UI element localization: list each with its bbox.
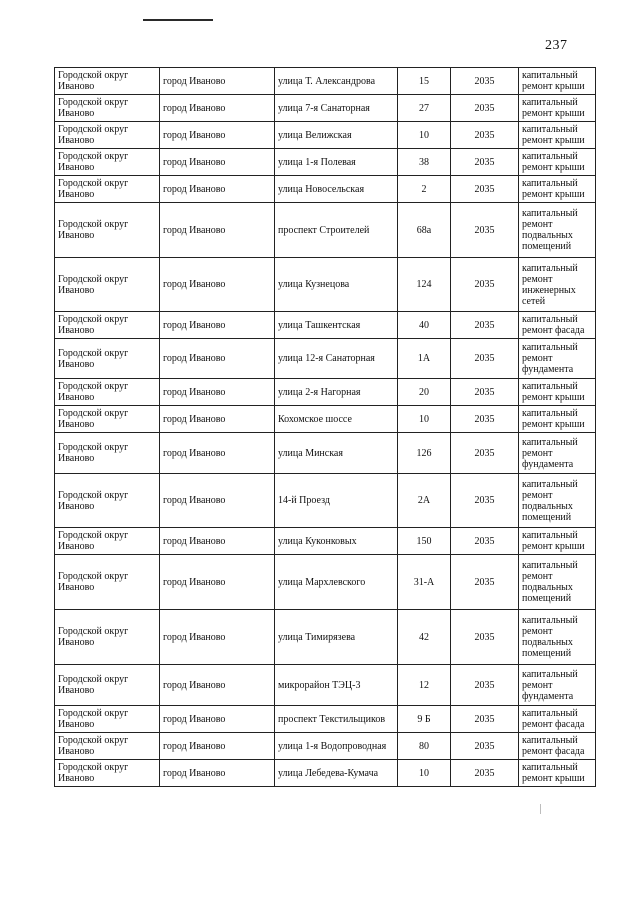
year-cell: 2035 bbox=[451, 528, 519, 555]
house-number-cell: 126 bbox=[398, 433, 451, 474]
table-row bbox=[55, 555, 596, 610]
table-row bbox=[55, 474, 596, 528]
year-cell: 2035 bbox=[451, 312, 519, 339]
table-row bbox=[55, 433, 596, 474]
works-type-cell: капитальный ремонт фундамента bbox=[519, 433, 596, 474]
street-cell: Кохомское шоссе bbox=[275, 406, 398, 433]
works-type-cell: капитальный ремонт подвальных помещений bbox=[519, 474, 596, 528]
district-cell: Городской округ Иваново bbox=[55, 528, 160, 555]
year-cell: 2035 bbox=[451, 665, 519, 706]
district-cell: Городской округ Иваново bbox=[55, 258, 160, 312]
house-number-cell: 38 bbox=[398, 149, 451, 176]
house-number-cell: 68а bbox=[398, 203, 451, 258]
street-cell: улица Т. Александрова bbox=[275, 68, 398, 95]
district-cell: Городской округ Иваново bbox=[55, 149, 160, 176]
street-cell: проспект Текстильщиков bbox=[275, 706, 398, 733]
city-cell: город Иваново bbox=[160, 258, 275, 312]
works-type-cell: капитальный ремонт подвальных помещений bbox=[519, 203, 596, 258]
street-cell: улица Минская bbox=[275, 433, 398, 474]
street-cell: улица Ташкентская bbox=[275, 312, 398, 339]
street-cell: улица 1-я Полевая bbox=[275, 149, 398, 176]
works-type-cell: капитальный ремонт крыши bbox=[519, 406, 596, 433]
table-row bbox=[55, 122, 596, 149]
table-row bbox=[55, 733, 596, 760]
house-number-cell: 80 bbox=[398, 733, 451, 760]
district-cell: Городской округ Иваново bbox=[55, 665, 160, 706]
header-rule bbox=[143, 19, 213, 21]
year-cell: 2035 bbox=[451, 122, 519, 149]
house-number-cell: 1А bbox=[398, 339, 451, 379]
city-cell: город Иваново bbox=[160, 733, 275, 760]
city-cell: город Иваново bbox=[160, 339, 275, 379]
scan-artifact bbox=[540, 804, 541, 814]
street-cell: улица 7-я Санаторная bbox=[275, 95, 398, 122]
district-cell: Городской округ Иваново bbox=[55, 760, 160, 787]
year-cell: 2035 bbox=[451, 610, 519, 665]
city-cell: город Иваново bbox=[160, 610, 275, 665]
street-cell: улица Кузнецова bbox=[275, 258, 398, 312]
city-cell: город Иваново bbox=[160, 149, 275, 176]
table-row bbox=[55, 68, 596, 95]
works-type-cell: капитальный ремонт подвальных помещений bbox=[519, 555, 596, 610]
city-cell: город Иваново bbox=[160, 122, 275, 149]
table-row bbox=[55, 528, 596, 555]
table-row bbox=[55, 760, 596, 787]
year-cell: 2035 bbox=[451, 258, 519, 312]
year-cell: 2035 bbox=[451, 68, 519, 95]
table-row bbox=[55, 258, 596, 312]
city-cell: город Иваново bbox=[160, 528, 275, 555]
works-type-cell: капитальный ремонт фасада bbox=[519, 706, 596, 733]
house-number-cell: 40 bbox=[398, 312, 451, 339]
table-row bbox=[55, 610, 596, 665]
street-cell: микрорайон ТЭЦ-3 bbox=[275, 665, 398, 706]
district-cell: Городской округ Иваново bbox=[55, 555, 160, 610]
city-cell: город Иваново bbox=[160, 760, 275, 787]
works-type-cell: капитальный ремонт инженерных сетей bbox=[519, 258, 596, 312]
house-number-cell: 27 bbox=[398, 95, 451, 122]
works-type-cell: капитальный ремонт фасада bbox=[519, 312, 596, 339]
table-row bbox=[55, 312, 596, 339]
city-cell: город Иваново bbox=[160, 379, 275, 406]
district-cell: Городской округ Иваново bbox=[55, 339, 160, 379]
city-cell: город Иваново bbox=[160, 312, 275, 339]
works-type-cell: капитальный ремонт крыши bbox=[519, 95, 596, 122]
house-number-cell: 10 bbox=[398, 122, 451, 149]
year-cell: 2035 bbox=[451, 149, 519, 176]
year-cell: 2035 bbox=[451, 339, 519, 379]
district-cell: Городской округ Иваново bbox=[55, 176, 160, 203]
works-type-cell: капитальный ремонт крыши bbox=[519, 379, 596, 406]
city-cell: город Иваново bbox=[160, 555, 275, 610]
house-number-cell: 124 bbox=[398, 258, 451, 312]
table-row bbox=[55, 339, 596, 379]
city-cell: город Иваново bbox=[160, 203, 275, 258]
year-cell: 2035 bbox=[451, 474, 519, 528]
district-cell: Городской округ Иваново bbox=[55, 312, 160, 339]
street-cell: улица 2-я Нагорная bbox=[275, 379, 398, 406]
year-cell: 2035 bbox=[451, 406, 519, 433]
house-number-cell: 10 bbox=[398, 406, 451, 433]
district-cell: Городской округ Иваново bbox=[55, 406, 160, 433]
page-number: 237 bbox=[545, 38, 568, 53]
table-row bbox=[55, 176, 596, 203]
works-type-cell: капитальный ремонт крыши bbox=[519, 149, 596, 176]
year-cell: 2035 bbox=[451, 176, 519, 203]
works-type-cell: капитальный ремонт фундамента bbox=[519, 339, 596, 379]
table-row bbox=[55, 406, 596, 433]
street-cell: улица Тимирязева bbox=[275, 610, 398, 665]
house-number-cell: 31-А bbox=[398, 555, 451, 610]
street-cell: улица Мархлевского bbox=[275, 555, 398, 610]
table-body bbox=[55, 68, 596, 787]
house-number-cell: 42 bbox=[398, 610, 451, 665]
house-number-cell: 10 bbox=[398, 760, 451, 787]
city-cell: город Иваново bbox=[160, 176, 275, 203]
table-row bbox=[55, 665, 596, 706]
city-cell: город Иваново bbox=[160, 68, 275, 95]
city-cell: город Иваново bbox=[160, 706, 275, 733]
table-row bbox=[55, 95, 596, 122]
table-row bbox=[55, 149, 596, 176]
district-cell: Городской округ Иваново bbox=[55, 733, 160, 760]
house-number-cell: 2А bbox=[398, 474, 451, 528]
works-type-cell: капитальный ремонт фасада bbox=[519, 733, 596, 760]
district-cell: Городской округ Иваново bbox=[55, 433, 160, 474]
street-cell: улица Куконковых bbox=[275, 528, 398, 555]
table-row bbox=[55, 706, 596, 733]
district-cell: Городской округ Иваново bbox=[55, 379, 160, 406]
city-cell: город Иваново bbox=[160, 95, 275, 122]
year-cell: 2035 bbox=[451, 203, 519, 258]
house-number-cell: 2 bbox=[398, 176, 451, 203]
street-cell: улица Лебедева-Кумача bbox=[275, 760, 398, 787]
works-type-cell: капитальный ремонт крыши bbox=[519, 68, 596, 95]
year-cell: 2035 bbox=[451, 555, 519, 610]
house-number-cell: 15 bbox=[398, 68, 451, 95]
house-number-cell: 20 bbox=[398, 379, 451, 406]
district-cell: Городской округ Иваново bbox=[55, 474, 160, 528]
street-cell: 14-й Проезд bbox=[275, 474, 398, 528]
city-cell: город Иваново bbox=[160, 406, 275, 433]
district-cell: Городской округ Иваново bbox=[55, 68, 160, 95]
works-type-cell: капитальный ремонт фундамента bbox=[519, 665, 596, 706]
year-cell: 2035 bbox=[451, 433, 519, 474]
district-cell: Городской округ Иваново bbox=[55, 706, 160, 733]
repair-schedule-table bbox=[54, 67, 596, 787]
works-type-cell: капитальный ремонт крыши bbox=[519, 760, 596, 787]
year-cell: 2035 bbox=[451, 733, 519, 760]
street-cell: улица 1-я Водопроводная bbox=[275, 733, 398, 760]
district-cell: Городской округ Иваново bbox=[55, 610, 160, 665]
district-cell: Городской округ Иваново bbox=[55, 95, 160, 122]
works-type-cell: капитальный ремонт крыши bbox=[519, 528, 596, 555]
street-cell: улица Новосельская bbox=[275, 176, 398, 203]
street-cell: улица Велижская bbox=[275, 122, 398, 149]
works-type-cell: капитальный ремонт крыши bbox=[519, 176, 596, 203]
year-cell: 2035 bbox=[451, 760, 519, 787]
city-cell: город Иваново bbox=[160, 433, 275, 474]
house-number-cell: 150 bbox=[398, 528, 451, 555]
works-type-cell: капитальный ремонт подвальных помещений bbox=[519, 610, 596, 665]
year-cell: 2035 bbox=[451, 379, 519, 406]
works-type-cell: капитальный ремонт крыши bbox=[519, 122, 596, 149]
street-cell: проспект Строителей bbox=[275, 203, 398, 258]
district-cell: Городской округ Иваново bbox=[55, 203, 160, 258]
year-cell: 2035 bbox=[451, 95, 519, 122]
table-row bbox=[55, 379, 596, 406]
house-number-cell: 12 bbox=[398, 665, 451, 706]
street-cell: улица 12-я Санаторная bbox=[275, 339, 398, 379]
city-cell: город Иваново bbox=[160, 665, 275, 706]
city-cell: город Иваново bbox=[160, 474, 275, 528]
house-number-cell: 9 Б bbox=[398, 706, 451, 733]
table-row bbox=[55, 203, 596, 258]
year-cell: 2035 bbox=[451, 706, 519, 733]
district-cell: Городской округ Иваново bbox=[55, 122, 160, 149]
